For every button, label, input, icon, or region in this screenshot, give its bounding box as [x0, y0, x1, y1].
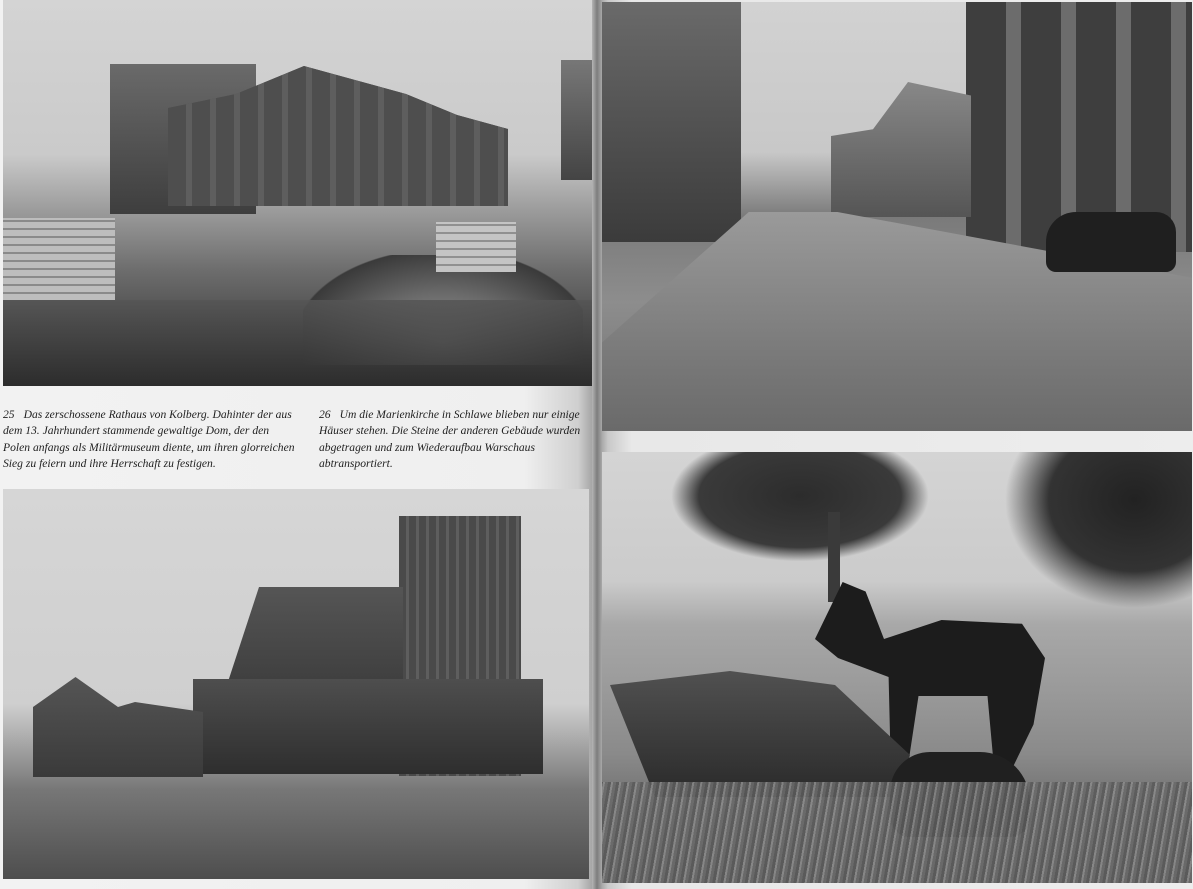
ground — [3, 300, 592, 386]
field — [3, 789, 589, 879]
grass — [600, 782, 1192, 883]
book-gutter — [592, 0, 602, 889]
photo-horse-foal — [600, 452, 1192, 883]
buildings-mid — [831, 82, 971, 217]
brick-stack-left — [3, 218, 115, 300]
photo-kolberg-rathaus — [3, 0, 592, 386]
photo-marienkirche-schlawe — [3, 489, 589, 879]
wagon — [610, 657, 910, 797]
caption-text: Das zerschossene Rathaus von Kolberg. Dahinter der aus dem 13. Jahrhundert stammende gewaltige Dom, der den Polen anfangs als Militärmuseum diente, um ihren glorreichen Sieg zu feiern und ihre Herrschaft zu festigen. — [3, 408, 295, 471]
caption-text: Um die Marienkirche in Schlawe blieben nur einige Häuser stehen. Die Steine der anderen Gebäude wurden abgetragen und zum Wiederaufbau Warschaus abtransportiert. — [319, 408, 581, 471]
caption-number: 26 — [319, 408, 331, 421]
trees-right — [1000, 452, 1192, 612]
tree-trunk — [828, 512, 840, 602]
caption-number: 25 — [3, 408, 15, 421]
side-tower — [561, 60, 592, 180]
church-nave — [193, 679, 543, 774]
caption-26 — [319, 407, 594, 473]
brick-stack-center — [436, 222, 516, 272]
caption-25 — [3, 407, 299, 473]
houses-left — [33, 677, 203, 777]
buildings-left — [601, 2, 741, 242]
tree-center — [670, 452, 930, 562]
photo-village-street — [601, 2, 1192, 431]
cow — [1046, 212, 1176, 272]
